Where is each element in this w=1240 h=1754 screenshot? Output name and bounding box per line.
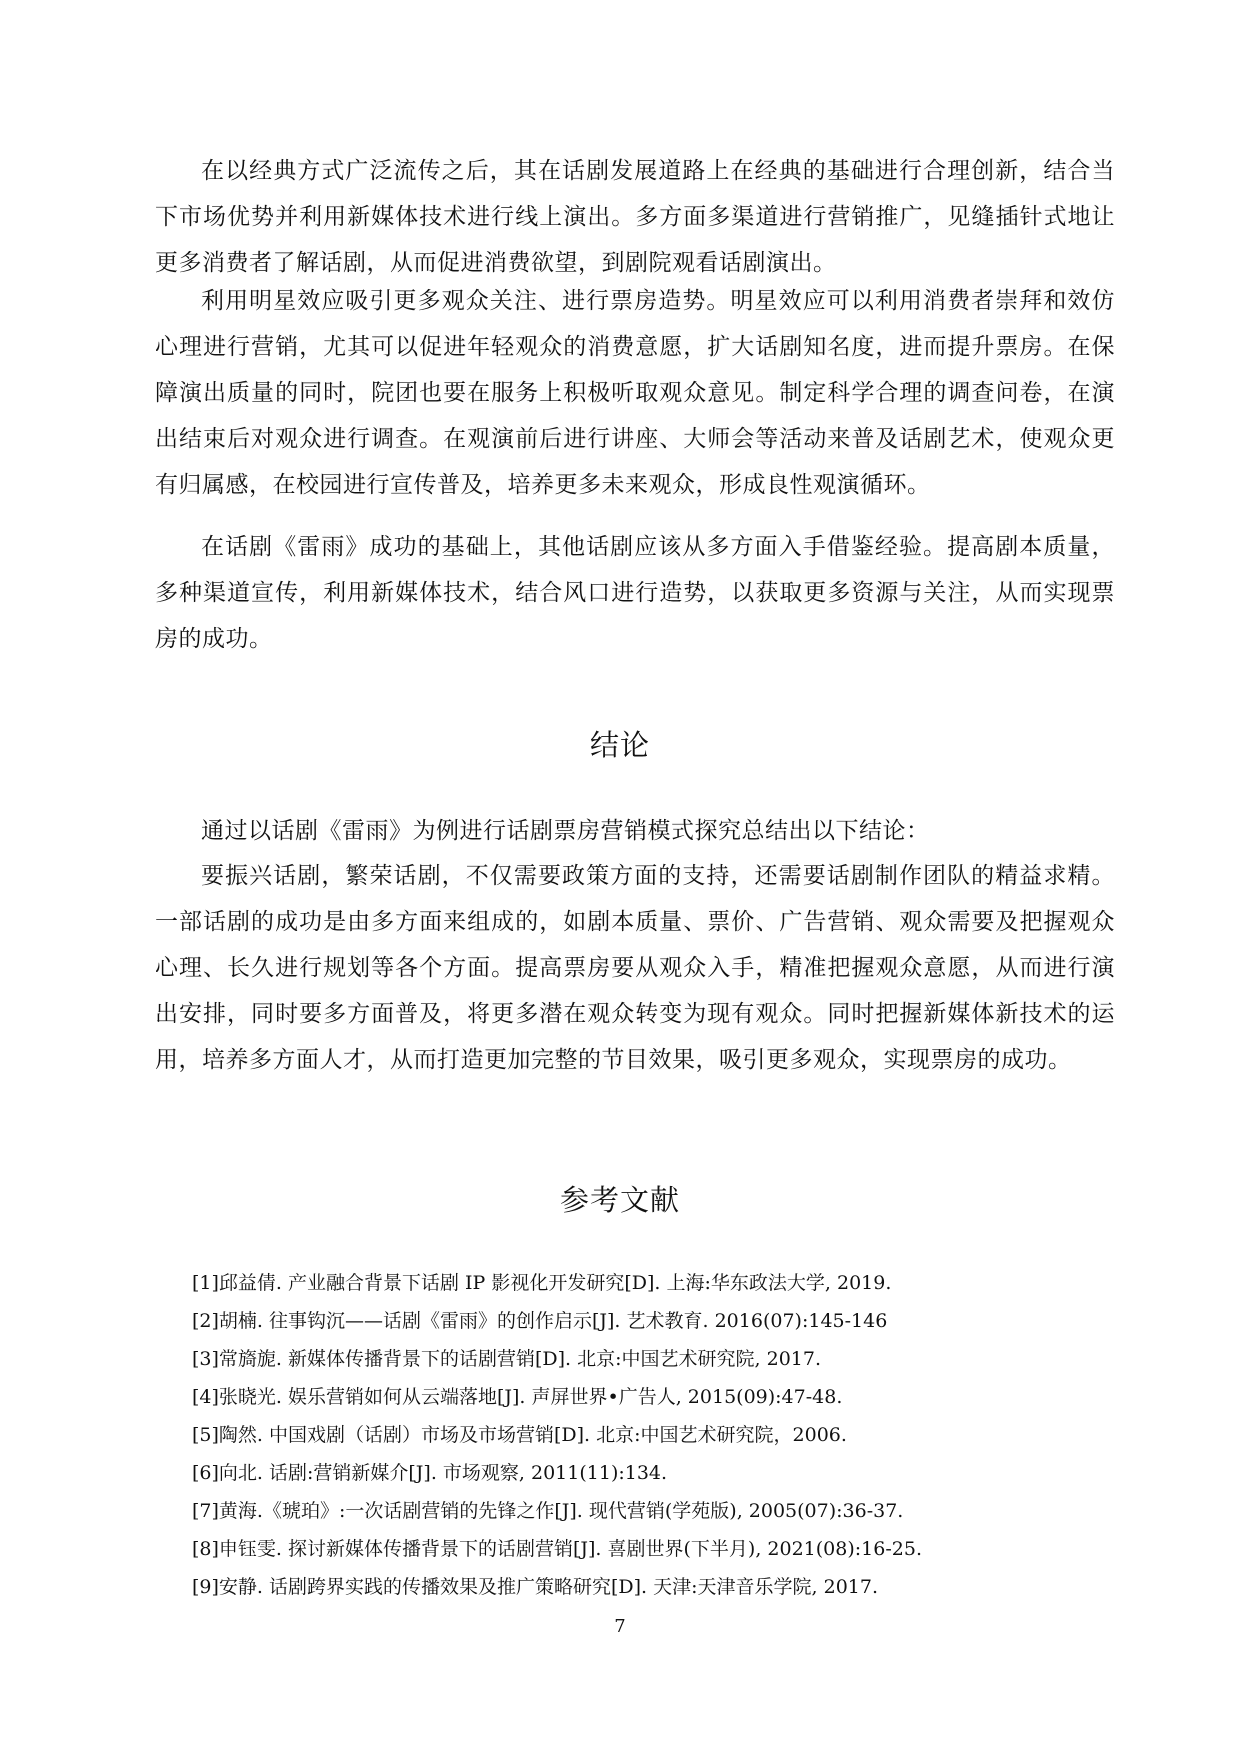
body-paragraph: 通过以话剧《雷雨》为例进行话剧票房营销模式探究总结出以下结论：	[201, 818, 930, 844]
body-paragraph: 利用明星效应吸引更多观众关注、进行票房造势。明星效应可以利用消费者崇拜和效仿心理进行营销，尤其可以促进年轻观众的消费意愿，扩大话剧知名度，进而提升票房。在保障演出质量的同时，院团也要在服务上积极听取观众意见。制定科学合理的调查问卷，在演出结束后对观众进行调查。在观演前后进行讲座、大师会等活动来普及话剧艺术，使观众更有归属感，在校园进行宣传普及，培养更多未来观众，形成良性观演循环。	[155, 288, 1115, 498]
reference-list	[192, 1264, 1122, 1606]
reference-item: [2]胡楠. 往事钩沉——话剧《雷雨》的创作启示[J]. 艺术教育. 2016(07):145-146	[192, 1310, 888, 1332]
conclusion-heading: 结论	[589, 728, 650, 762]
reference-item: [8]申钰雯. 探讨新媒体传播背景下的话剧营销[J]. 喜剧世界(下半月), 2021(08):16-25.	[192, 1538, 922, 1560]
reference-item: [9]安静. 话剧跨界实践的传播效果及推广策略研究[D]. 天津:天津音乐学院, 2017.	[192, 1576, 879, 1598]
reference-item: [3]常旖旎. 新媒体传播背景下的话剧营销[D]. 北京:中国艺术研究院, 2017.	[192, 1348, 822, 1370]
reference-item: [5]陶然. 中国戏剧（话剧）市场及市场营销[D]. 北京:中国艺术研究院，2006.	[192, 1424, 847, 1446]
reference-item: [1]邱益倩. 产业融合背景下话剧 IP 影视化开发研究[D]. 上海:华东政法大学, 2019.	[192, 1272, 892, 1294]
references-heading: 参考文献	[559, 1183, 680, 1217]
reference-item: [6]向北. 话剧:营销新媒介[J]. 市场观察, 2011(11):134.	[192, 1462, 668, 1484]
body-paragraph: 要振兴话剧，繁荣话剧，不仅需要政策方面的支持，还需要话剧制作团队的精益求精。一部话剧的成功是由多方面来组成的，如剧本质量、票价、广告营销、观众需要及把握观众心理、长久进行规划等各个方面。提高票房要从观众入手，精准把握观众意愿，从而进行演出安排，同时要多方面普及，将更多潜在观众转变为现有观众。同时把握新媒体新技术的运用，培养多方面人才，从而打造更加完整的节目效果，吸引更多观众，实现票房的成功。	[155, 863, 1115, 1073]
reference-item: [4]张晓光. 娱乐营销如何从云端落地[J]. 声屏世界•广告人, 2015(09):47-48.	[192, 1386, 843, 1408]
body-paragraph: 在话剧《雷雨》成功的基础上，其他话剧应该从多方面入手借鉴经验。提高剧本质量，多种渠道宣传，利用新媒体技术，结合风口进行造势，以获取更多资源与关注，从而实现票房的成功。	[155, 534, 1115, 652]
body-paragraph: 在以经典方式广泛流传之后，其在话剧发展道路上在经典的基础进行合理创新，结合当下市场优势并利用新媒体技术进行线上演出。多方面多渠道进行营销推广，见缝插针式地让更多消费者了解话剧，从而促进消费欲望，到剧院观看话剧演出。	[155, 158, 1115, 276]
page-number: 7	[614, 1616, 626, 1637]
reference-item: [7]黄海.《琥珀》:一次话剧营销的先锋之作[J]. 现代营销(学苑版), 2005(07):36-37.	[192, 1500, 904, 1522]
